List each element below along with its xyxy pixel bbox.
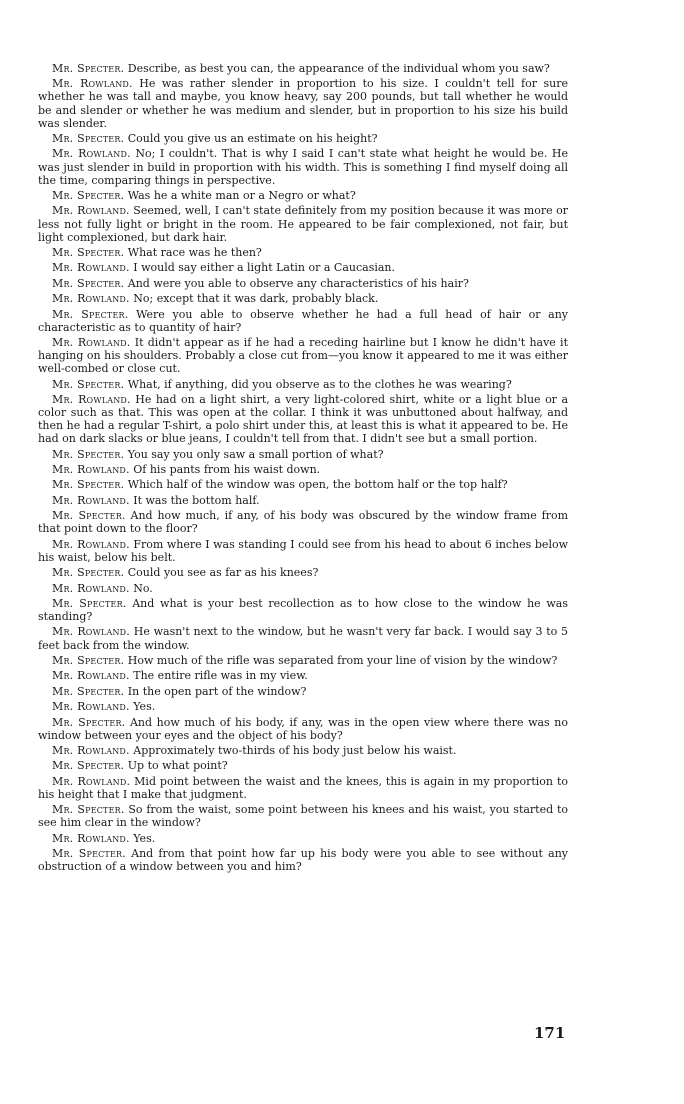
testimony-text: Describe, as best you can, the appearance of the individual whom you saw? — [127, 62, 550, 75]
testimony-text: Which half of the window was open, the bottom half or the top half? — [127, 478, 508, 492]
testimony-paragraph — [38, 832, 568, 845]
testimony-paragraph — [38, 759, 568, 772]
speaker-name: Mr. Specter. — [52, 132, 125, 146]
testimony-text: And how much of his body, if any, was in the open view where there was no window between your eyes and the object of his body? — [38, 715, 568, 742]
testimony-paragraph — [38, 292, 568, 305]
testimony-paragraph — [38, 378, 568, 391]
speaker-name: Mr. Rowland. — [52, 581, 130, 595]
testimony-text: Of his pants from his waist down. — [133, 463, 321, 477]
testimony-paragraph — [38, 463, 568, 476]
testimony-text: He had on a light shirt, a very light-colored shirt, white or a light blue or a color such as that. This was open at the collar. I think it was unbuttoned about halfway, and then he had a regular T-shirt, a polo shirt under this, at least this is what it appeared to be. He had on dark slacks or blue jeans, I couldn't tell from that. I didn't see but a small portion. — [38, 393, 568, 446]
testimony-paragraph — [38, 246, 568, 259]
testimony-paragraph — [38, 669, 568, 682]
speaker-name: Mr. Specter. — [52, 597, 127, 610]
speaker-name: Mr. Rowland. — [52, 336, 131, 350]
testimony-paragraph — [38, 448, 568, 461]
testimony-paragraph — [38, 393, 568, 445]
speaker-name: Mr. Specter. — [52, 307, 129, 321]
testimony-paragraph — [38, 744, 568, 757]
testimony-text: And were you able to observe any characteristics of his hair? — [127, 276, 469, 290]
speaker-name: Mr. Rowland. — [52, 204, 130, 218]
testimony-text: It was the bottom half. — [133, 493, 260, 507]
testimony-text: What, if anything, did you observe as to the clothes he was wearing? — [127, 377, 512, 391]
speaker-name: Mr. Specter. — [52, 653, 125, 667]
testimony-paragraph — [38, 654, 568, 667]
testimony-text: Were you able to observe whether he had a full head of hair or any characteristic as to quantity of hair? — [38, 307, 569, 334]
speaker-name: Mr. Rowland. — [52, 292, 130, 306]
testimony-paragraph — [38, 132, 568, 145]
testimony-paragraph — [38, 261, 568, 274]
speaker-name: Mr. Rowland. — [52, 147, 131, 161]
speaker-name: Mr. Rowland. — [52, 625, 130, 639]
transcript-page — [38, 62, 568, 876]
testimony-text: And from that point how far up his body were you able to see without any obstruction of a window between you and him? — [38, 847, 569, 874]
speaker-name: Mr. Rowland. — [52, 700, 130, 714]
testimony-text: He wasn't next to the window, but he wasn't very far back. I would say 3 to 5 feet back from the window. — [38, 625, 568, 652]
testimony-text: Could you see as far as his knees? — [127, 566, 319, 580]
testimony-text: I would say either a light Latin or a Caucasian. — [133, 261, 396, 275]
speaker-name: Mr. Rowland. — [52, 537, 130, 551]
testimony-text: No; except that it was dark, probably black. — [133, 292, 379, 306]
testimony-paragraph — [38, 77, 568, 129]
testimony-paragraph — [38, 308, 568, 334]
testimony-text: No; I couldn't. That is why I said I can't state what height he would be. He was just slender in build in proportion with his width. This is something I find myself doing all the time, comparing things in perspective. — [38, 147, 568, 187]
testimony-text: And how much, if any, of his body was obscured by the window frame from that point down to the floor? — [38, 509, 569, 536]
speaker-name: Mr. Specter. — [52, 509, 126, 523]
testimony-paragraph — [38, 494, 568, 507]
speaker-name: Mr. Specter. — [52, 62, 125, 75]
speaker-name: Mr. Specter. — [52, 684, 125, 698]
testimony-paragraph — [38, 803, 568, 829]
speaker-name: Mr. Rowland. — [52, 393, 131, 407]
testimony-text: How much of the rifle was separated from your line of vision by the window? — [127, 653, 558, 667]
speaker-name: Mr. Rowland. — [52, 493, 130, 507]
testimony-paragraph — [38, 509, 568, 535]
speaker-name: Mr. Specter. — [52, 478, 125, 492]
testimony-text: Was he a white man or a Negro or what? — [127, 189, 356, 203]
testimony-paragraph — [38, 775, 568, 801]
speaker-name: Mr. Specter. — [52, 803, 125, 817]
speaker-name: Mr. Specter. — [52, 847, 126, 861]
testimony-text: Yes. — [133, 700, 156, 714]
testimony-paragraph — [38, 336, 568, 375]
testimony-text: The entire rifle was in my view. — [133, 669, 308, 683]
speaker-name: Mr. Specter. — [52, 715, 126, 729]
testimony-text: Mid point between the waist and the knees, this is again in my proportion to his height that I make that judgment. — [38, 774, 568, 801]
testimony-paragraph — [38, 277, 568, 290]
testimony-paragraph — [38, 189, 568, 202]
testimony-paragraph — [38, 538, 568, 564]
speaker-name: Mr. Specter. — [52, 447, 125, 461]
testimony-paragraph — [38, 566, 568, 579]
page-number: 171 — [534, 1024, 566, 1042]
testimony-text: Yes. — [133, 831, 156, 845]
testimony-paragraph — [38, 204, 568, 243]
testimony-paragraph — [38, 847, 568, 873]
speaker-name: Mr. Rowland. — [52, 831, 130, 845]
testimony-paragraph — [38, 597, 568, 623]
testimony-text: Could you give us an estimate on his height? — [127, 132, 378, 146]
speaker-name: Mr. Specter. — [52, 759, 125, 773]
speaker-name: Mr. Rowland. — [52, 463, 130, 477]
speaker-name: Mr. Rowland. — [52, 774, 131, 788]
testimony-paragraph — [38, 582, 568, 595]
speaker-name: Mr. Specter. — [52, 189, 125, 203]
testimony-paragraph — [38, 478, 568, 491]
testimony-paragraph — [38, 685, 568, 698]
testimony-paragraph — [38, 700, 568, 713]
speaker-name: Mr. Specter. — [52, 377, 125, 391]
testimony-text: No. — [133, 581, 153, 595]
testimony-text: Up to what point? — [127, 759, 228, 773]
testimony-paragraph — [38, 625, 568, 651]
testimony-text: It didn't appear as if he had a receding hairline but I know he didn't have it hanging on his shoulders. Probably a close cut from—you know it appeared to me it was either well-combed or close cut. — [38, 336, 568, 376]
testimony-text: He was rather slender in proportion to his size. I couldn't tell for sure whether he was tall and maybe, you know heavy, say 200 pounds, but tall whether he would be and slender or whether he was medium and slender, but in proportion to his size his build was slender. — [38, 77, 568, 130]
testimony-text: What race was he then? — [127, 246, 262, 259]
testimony-text: From where I was standing I could see from his head to about 6 inches below his waist, below his belt. — [38, 537, 568, 564]
testimony-text: And what is your best recollection as to how close to the window he was standing? — [38, 597, 569, 624]
testimony-text: In the open part of the window? — [127, 684, 307, 698]
speaker-name: Mr. Rowland. — [52, 669, 130, 683]
speaker-name: Mr. Specter. — [52, 276, 125, 290]
speaker-name: Mr. Rowland. — [52, 77, 133, 91]
testimony-text: You say you only saw a small portion of what? — [127, 447, 384, 461]
testimony-paragraph — [38, 147, 568, 186]
speaker-name: Mr. Rowland. — [52, 261, 130, 275]
testimony-text: Approximately two-thirds of his body just below his waist. — [133, 744, 457, 758]
speaker-name: Mr. Specter. — [52, 246, 125, 259]
testimony-text: Seemed, well, I can't state definitely from my position because it was more or less not fully light or bright in the room. He appeared to be fair complexioned, not fair, but light complexioned, but dark hair. — [38, 204, 568, 244]
testimony-paragraph — [38, 716, 568, 742]
speaker-name: Mr. Specter. — [52, 566, 125, 580]
testimony-text: So from the waist, some point between his knees and his waist, you started to see him clear in the window? — [38, 803, 568, 830]
testimony-paragraph — [38, 62, 568, 75]
speaker-name: Mr. Rowland. — [52, 744, 130, 758]
